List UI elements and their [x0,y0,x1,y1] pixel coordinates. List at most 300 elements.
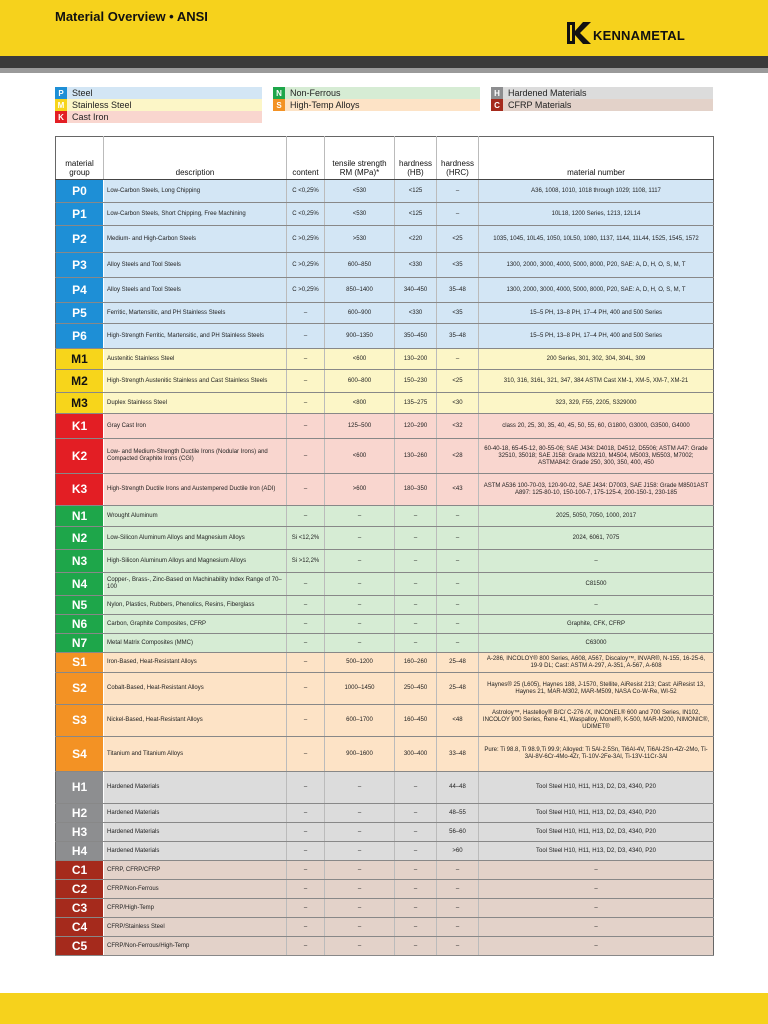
table-row [56,439,714,474]
cell-content: – [287,653,325,673]
table-row [56,573,714,596]
cell-hardness-hb: 340–450 [395,278,437,303]
cell-hardness-hrc: – [437,180,479,203]
cell-hardness-hrc: <25 [437,370,479,393]
cell-description: CFRP/Non-Ferrous [104,880,287,899]
header-material-group: material group [56,137,104,180]
cell-description: Low-Carbon Steels, Short Chipping, Free Machining [104,203,287,226]
cell-tensile-strength: 1000–1450 [325,673,395,705]
table-row [56,899,714,918]
cell-content: – [287,303,325,324]
cell-tensile-strength: – [325,596,395,615]
cell-material-group: N2 [56,527,104,550]
cell-description: Hardened Materials [104,842,287,861]
cell-content: – [287,324,325,349]
cell-hardness-hb: <220 [395,226,437,253]
cell-hardness-hrc: <32 [437,414,479,439]
cell-content: C >0,25% [287,278,325,303]
cell-hardness-hb: 120–290 [395,414,437,439]
table-row [56,349,714,370]
cell-material-number: Haynes® 25 (L605), Haynes 188, J-1570, Stellite, AiResist 213; Cast: AiResist 13, Haynes 21, MAR-M302, MAR-M509, NASA Co-W-Re, WI-52 [479,673,714,705]
cell-material-number: – [479,550,714,573]
cell-material-number: – [479,596,714,615]
cell-content: C <0,25% [287,203,325,226]
cell-material-group: P0 [56,180,104,203]
cell-description: Metal Matrix Composites (MMC) [104,634,287,653]
cell-material-group: P6 [56,324,104,349]
table-row [56,705,714,737]
cell-material-number: 2025, 5050, 7050, 1000, 2017 [479,506,714,527]
cell-material-group: P2 [56,226,104,253]
cell-material-group: N5 [56,596,104,615]
cell-hardness-hb: – [395,880,437,899]
cell-description: Copper-, Brass-, Zinc-Based on Machinability Index Range of 70–100 [104,573,287,596]
cell-material-number: C63000 [479,634,714,653]
cell-tensile-strength: – [325,842,395,861]
cell-hardness-hb: 250–450 [395,673,437,705]
table-row [56,180,714,203]
cell-material-number: Tool Steel H10, H11, H13, D2, D3, 4340, P20 [479,804,714,823]
cell-material-number: 323, 329, F55, 2205, S329000 [479,393,714,414]
cell-hardness-hb: – [395,634,437,653]
cell-material-group: S2 [56,673,104,705]
table-row [56,634,714,653]
header-hardness-hrc: hardness (HRC) [437,137,479,180]
legend-item [491,99,713,111]
cell-hardness-hb: <125 [395,180,437,203]
cell-tensile-strength: – [325,880,395,899]
cell-description: Low- and Medium-Strength Ductile Irons (Nodular Irons) and Compacted Graphite Irons (CGI) [104,439,287,474]
cell-hardness-hb: – [395,772,437,804]
cell-material-group: P1 [56,203,104,226]
cell-hardness-hb: 300–400 [395,737,437,772]
cell-tensile-strength: <530 [325,180,395,203]
cell-content: – [287,634,325,653]
legend-item [273,87,480,99]
table-row [56,823,714,842]
header-content: content [287,137,325,180]
cell-material-group: H3 [56,823,104,842]
cell-material-number: 2024, 6061, 7075 [479,527,714,550]
cell-hardness-hb: – [395,842,437,861]
cell-hardness-hrc: – [437,596,479,615]
cell-hardness-hb: <125 [395,203,437,226]
cell-tensile-strength: – [325,550,395,573]
cell-description: Hardened Materials [104,804,287,823]
cell-content: – [287,823,325,842]
cell-content: Si >12,2% [287,550,325,573]
cell-content: – [287,349,325,370]
legend-label: Cast Iron [67,111,262,123]
legend-item [55,111,262,123]
cell-hardness-hb: – [395,615,437,634]
cell-material-group: K3 [56,474,104,506]
table-row [56,393,714,414]
cell-hardness-hrc: – [437,634,479,653]
cell-tensile-strength: 600–800 [325,370,395,393]
cell-hardness-hrc: – [437,349,479,370]
cell-tensile-strength: >530 [325,226,395,253]
cell-hardness-hrc: 56–60 [437,823,479,842]
cell-hardness-hb: 130–200 [395,349,437,370]
cell-content: – [287,804,325,823]
cell-description: Gray Cast Iron [104,414,287,439]
table-row [56,506,714,527]
table-row [56,880,714,899]
legend-label: CFRP Materials [503,99,713,111]
cell-material-group: P3 [56,253,104,278]
table-row [56,918,714,937]
cell-content: – [287,573,325,596]
cell-hardness-hrc: <35 [437,303,479,324]
cell-hardness-hrc: <30 [437,393,479,414]
cell-tensile-strength: – [325,804,395,823]
cell-description: CFRP/Non-Ferrous/High-Temp [104,937,287,956]
cell-hardness-hrc: 35–48 [437,278,479,303]
cell-tensile-strength: 125–500 [325,414,395,439]
cell-hardness-hrc: 25–48 [437,653,479,673]
cell-description: Duplex Stainless Steel [104,393,287,414]
cell-material-group: H4 [56,842,104,861]
legend-code: P [55,87,67,99]
legend-label: Stainless Steel [67,99,262,111]
cell-material-number: Tool Steel H10, H11, H13, D2, D3, 4340, P20 [479,842,714,861]
cell-hardness-hb: <330 [395,253,437,278]
cell-hardness-hb: – [395,899,437,918]
cell-material-group: P4 [56,278,104,303]
cell-hardness-hb: <330 [395,303,437,324]
cell-hardness-hb: – [395,596,437,615]
cell-content: – [287,705,325,737]
cell-tensile-strength: <600 [325,439,395,474]
cell-description: Nylon, Plastics, Rubbers, Phenolics, Resins, Fiberglass [104,596,287,615]
table-row [56,673,714,705]
table-row [56,303,714,324]
cell-material-number: 1300, 2000, 3000, 4000, 5000, 8000, P20, SAE: A, D, H, O, S, M, T [479,278,714,303]
cell-hardness-hrc: 35–48 [437,324,479,349]
cell-material-number: A36, 1008, 1010, 1018 through 1029; 1108, 1117 [479,180,714,203]
cell-hardness-hrc: – [437,527,479,550]
cell-tensile-strength: <600 [325,349,395,370]
cell-content: C >0,25% [287,253,325,278]
cell-content: – [287,842,325,861]
cell-material-number: 310, 316, 316L, 321, 347, 384 ASTM Cast XM-1, XM-5, XM-7, XM-21 [479,370,714,393]
cell-hardness-hrc: – [437,615,479,634]
cell-tensile-strength: – [325,634,395,653]
header-description: description [104,137,287,180]
cell-content: – [287,880,325,899]
cell-description: High-Strength Austenitic Stainless and Cast Stainless Steels [104,370,287,393]
table-row [56,414,714,439]
cell-hardness-hb: 150–230 [395,370,437,393]
cell-description: Titanium and Titanium Alloys [104,737,287,772]
cell-material-group: K2 [56,439,104,474]
legend-label: High-Temp Alloys [285,99,480,111]
cell-material-number: Tool Steel H10, H11, H13, D2, D3, 4340, P20 [479,772,714,804]
cell-description: Low-Carbon Steels, Long Chipping [104,180,287,203]
header-hardness-hb: hardness (HB) [395,137,437,180]
cell-material-group: N6 [56,615,104,634]
cell-material-group: C4 [56,918,104,937]
cell-description: High-Strength Ferritic, Martensitic, and PH Stainless Steels [104,324,287,349]
cell-description: Austenitic Stainless Steel [104,349,287,370]
cell-hardness-hrc: – [437,573,479,596]
cell-content: C <0,25% [287,180,325,203]
legend-item [55,99,262,111]
cell-description: Ferritic, Martensitic, and PH Stainless Steels [104,303,287,324]
cell-material-group: H1 [56,772,104,804]
cell-description: Hardened Materials [104,772,287,804]
table-row [56,861,714,880]
table-row [56,278,714,303]
cell-material-group: M3 [56,393,104,414]
cell-material-number: Tool Steel H10, H11, H13, D2, D3, 4340, P20 [479,823,714,842]
cell-material-number: A-286, INCOLOY® 800 Series, A608, A567, Discaloy™, INVAR®, N-155, 16-25-6, 19-9 DL; Cast: ASTM A-297, A-351, A-567, A-608 [479,653,714,673]
cell-tensile-strength: – [325,506,395,527]
cell-description: Cobalt-Based, Heat-Resistant Alloys [104,673,287,705]
cell-content: – [287,596,325,615]
cell-hardness-hrc: >60 [437,842,479,861]
header-dark-band [0,56,768,68]
cell-hardness-hrc: – [437,880,479,899]
cell-material-number: 15–5 PH, 13–8 PH, 17–4 PH, 400 and 500 Series [479,324,714,349]
legend-code: M [55,99,67,111]
header-gray-band [0,68,768,73]
table-row [56,370,714,393]
table-row [56,474,714,506]
cell-description: High-Silicon Aluminum Alloys and Magnesium Alloys [104,550,287,573]
cell-material-number: – [479,899,714,918]
cell-hardness-hrc: – [437,203,479,226]
legend-label: Non-Ferrous [285,87,480,99]
cell-material-group: N7 [56,634,104,653]
legend-code: H [491,87,503,99]
cell-material-group: S1 [56,653,104,673]
page-title: Material Overview • ANSI [55,9,208,24]
cell-material-group: H2 [56,804,104,823]
table-row [56,737,714,772]
legend-label: Steel [67,87,262,99]
cell-content: – [287,414,325,439]
table-row [56,804,714,823]
cell-hardness-hb: 130–260 [395,439,437,474]
cell-hardness-hrc: <43 [437,474,479,506]
header-tensile-strength: tensile strength RM (MPa)* [325,137,395,180]
cell-hardness-hrc: – [437,937,479,956]
cell-hardness-hb: 160–260 [395,653,437,673]
cell-material-group: S4 [56,737,104,772]
material-table [55,136,714,956]
cell-tensile-strength: <530 [325,203,395,226]
table-row [56,253,714,278]
cell-hardness-hrc: 48–55 [437,804,479,823]
table-row [56,203,714,226]
cell-tensile-strength: – [325,918,395,937]
table-row [56,653,714,673]
cell-tensile-strength: – [325,823,395,842]
cell-material-number: 1300, 2000, 3000, 4000, 5000, 8000, P20, SAE: A, D, H, O, S, M, T [479,253,714,278]
cell-material-number: 200 Series, 301, 302, 304, 304L, 309 [479,349,714,370]
cell-material-group: C3 [56,899,104,918]
kennametal-logo [566,20,685,46]
cell-hardness-hrc: <35 [437,253,479,278]
cell-hardness-hb: – [395,550,437,573]
table-row [56,527,714,550]
cell-description: Carbon, Graphite Composites, CFRP [104,615,287,634]
cell-content: – [287,474,325,506]
cell-hardness-hrc: 44–48 [437,772,479,804]
cell-material-group: N3 [56,550,104,573]
cell-hardness-hb: – [395,804,437,823]
table-row [56,937,714,956]
cell-tensile-strength: <800 [325,393,395,414]
cell-material-group: M1 [56,349,104,370]
cell-material-number: 10L18, 1200 Series, 1213, 12L14 [479,203,714,226]
legend-code: S [273,99,285,111]
cell-hardness-hb: 135–275 [395,393,437,414]
cell-description: Wrought Aluminum [104,506,287,527]
cell-content: – [287,615,325,634]
legend-item [55,87,262,99]
cell-hardness-hb: 180–350 [395,474,437,506]
cell-hardness-hb: – [395,506,437,527]
cell-material-group: C2 [56,880,104,899]
cell-hardness-hrc: 33–48 [437,737,479,772]
footer-bar [0,993,768,1024]
cell-tensile-strength: 600–900 [325,303,395,324]
cell-material-group: K1 [56,414,104,439]
cell-description: CFRP/High-Temp [104,899,287,918]
cell-hardness-hb: – [395,937,437,956]
cell-material-number: class 20, 25, 30, 35, 40, 45, 50, 55, 60, G1800, G3000, G3500, G4000 [479,414,714,439]
cell-content: – [287,937,325,956]
cell-tensile-strength: – [325,937,395,956]
legend-code: C [491,99,503,111]
cell-tensile-strength: >600 [325,474,395,506]
cell-material-number: – [479,861,714,880]
cell-description: CFRP/Stainless Steel [104,918,287,937]
cell-material-number: Pure: Ti 98.8, Ti 98.9,Ti 99.9; Alloyed: Ti 5Al-2.5Sn, Ti6Al-4V, Ti6Al-2Sn-4Zr-2Mo, Ti-3Al-8V-6Cr-4Mo-4Zr, Ti-10V-2Fe-3Al, Ti-13V-11Cr-3Al [479,737,714,772]
cell-material-group: N4 [56,573,104,596]
cell-tensile-strength: – [325,527,395,550]
cell-hardness-hrc: – [437,918,479,937]
cell-description: Alloy Steels and Tool Steels [104,253,287,278]
cell-material-group: N1 [56,506,104,527]
cell-content: – [287,439,325,474]
cell-content: Si <12,2% [287,527,325,550]
cell-hardness-hb: – [395,823,437,842]
cell-hardness-hrc: <28 [437,439,479,474]
legend-item [491,87,713,99]
cell-material-group: C1 [56,861,104,880]
cell-hardness-hb: 160–450 [395,705,437,737]
cell-material-group: C5 [56,937,104,956]
cell-content: – [287,772,325,804]
cell-hardness-hrc: <48 [437,705,479,737]
table-row [56,596,714,615]
cell-tensile-strength: – [325,861,395,880]
table-row [56,550,714,573]
cell-material-group: P5 [56,303,104,324]
cell-material-number: – [479,918,714,937]
cell-hardness-hrc: – [437,506,479,527]
cell-tensile-strength: 500–1200 [325,653,395,673]
cell-material-number: – [479,937,714,956]
kennametal-k-icon [566,20,592,46]
cell-tensile-strength: 850–1400 [325,278,395,303]
cell-tensile-strength: 600–1700 [325,705,395,737]
cell-content: – [287,673,325,705]
cell-content: – [287,861,325,880]
cell-tensile-strength: – [325,615,395,634]
cell-description: High-Strength Ductile Irons and Austempered Ductile Iron (ADI) [104,474,287,506]
cell-hardness-hrc: 25–48 [437,673,479,705]
cell-tensile-strength: 600–850 [325,253,395,278]
cell-description: Hardened Materials [104,823,287,842]
table-row [56,615,714,634]
cell-hardness-hrc: – [437,899,479,918]
table-row [56,772,714,804]
cell-content: – [287,737,325,772]
cell-content: – [287,918,325,937]
cell-tensile-strength: – [325,772,395,804]
cell-material-group: S3 [56,705,104,737]
cell-hardness-hrc: <25 [437,226,479,253]
cell-content: C >0,25% [287,226,325,253]
cell-hardness-hb: 350–450 [395,324,437,349]
cell-material-number: ASTM A536 100-70-03, 120-90-02, SAE J434: D7003, SAE J158: Grade M8501AST A897: 125-80-10, 150-100-7, 175-125-4, 200-150-1, 230-185 [479,474,714,506]
cell-content: – [287,506,325,527]
cell-tensile-strength: – [325,899,395,918]
cell-hardness-hrc: – [437,861,479,880]
cell-hardness-hb: – [395,861,437,880]
cell-content: – [287,370,325,393]
brand-name: KENNAMETAL [593,27,686,43]
cell-material-number: 15–5 PH, 13–8 PH, 17–4 PH, 400 and 500 Series [479,303,714,324]
cell-description: Alloy Steels and Tool Steels [104,278,287,303]
cell-content: – [287,899,325,918]
cell-material-number: 1035, 1045, 10L45, 1050, 10L50, 1080, 1137, 1144, 11L44, 1525, 1545, 1572 [479,226,714,253]
table-row [56,226,714,253]
cell-tensile-strength: 900–1600 [325,737,395,772]
legend-code: N [273,87,285,99]
header-material-number: material number [479,137,714,180]
cell-hardness-hb: – [395,527,437,550]
cell-material-number: Graphite, CFK, CFRP [479,615,714,634]
cell-description: Medium- and High-Carbon Steels [104,226,287,253]
legend-item [273,99,480,111]
cell-material-number: Astroloy™, Hastelloy® B/C/ C-276 /X, INCONEL® 600 and 700 Series, IN102, INCOLOY 900 Series, Rene 41, Waspalloy, Monel®, K-500, MAR-M200, NIMONIC®, UDIMET® [479,705,714,737]
legend-label: Hardened Materials [503,87,713,99]
legend-code: K [55,111,67,123]
cell-material-group: M2 [56,370,104,393]
cell-hardness-hb: – [395,918,437,937]
cell-description: Nickel-Based, Heat-Resistant Alloys [104,705,287,737]
cell-content: – [287,393,325,414]
cell-material-number: C81500 [479,573,714,596]
cell-tensile-strength: – [325,573,395,596]
table-header-row [56,137,714,180]
table-row [56,842,714,861]
cell-description: CFRP, CFRP/CFRP [104,861,287,880]
cell-description: Low-Silicon Aluminum Alloys and Magnesium Alloys [104,527,287,550]
cell-hardness-hb: – [395,573,437,596]
table-row [56,324,714,349]
cell-hardness-hrc: – [437,550,479,573]
cell-description: Iron-Based, Heat-Resistant Alloys [104,653,287,673]
cell-tensile-strength: 900–1350 [325,324,395,349]
cell-material-number: 60-40-18, 65-45-12, 80-55-06; SAE J434: D4018, D4512, D5506; ASTM A47: Grade 32510, 35018; SAE J158: Grade M3210, M4504, M5003, M5503, M7002; ASTMA842: Grade 250, 300, 350, 400, 450 [479,439,714,474]
